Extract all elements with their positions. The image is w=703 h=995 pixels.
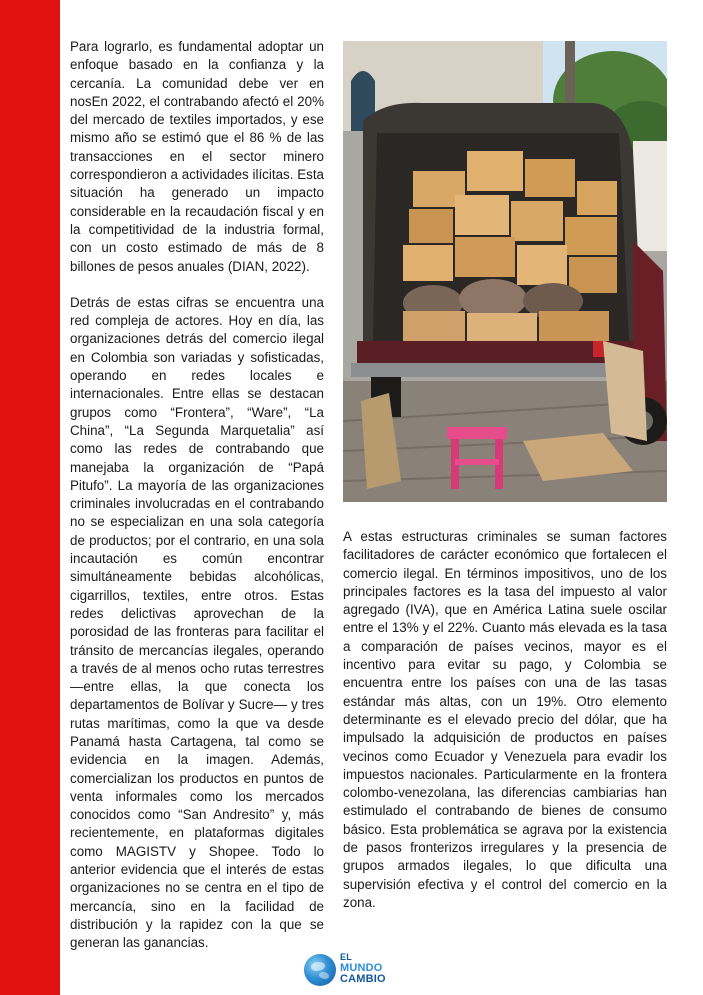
paragraph-2: Detrás de estas cifras se encuentra una red compleja de actores. Hoy en día, las organizaciones detrás del comercio ilegal en Colombia son variadas y sofisticadas, operando en redes locales e internacionales. Entre ellas se destacan grupos como “Frontera”, “Ware”, “La China”, “La Segunda Marquetalia” así como las redes de contrabando que manejaba la organización de “Papá Pitufo”. La mayoría de las organizaciones criminales involucradas en el contrabando no se especializan en una sola categoría de productos; por el contrario, en una sola incautación es común encontrar simultáneamente bebidas alcohólicas, cigarrillos, textiles, entre otros. Estas redes delictivas aprovechan de la porosidad de las fronteras para facilitar el tránsito de mercancías ilegales, operando a través de al menos ocho rutas terrestres —entre ellas, la que conecta los departamentos de Bolívar y Sucre— y tres rutas marítimas, como la que va desde Panamá hasta Cartagena, tal como se evidencia en la imagen. Además, comercializan los productos en puntos de venta informales como los mercados conocidos como “San Andresito” y, más recientemente, en plataformas digitales como MAGISTV y Shopee. Todo lo anterior evidencia que el interés de estas organizaciones no se centra en el tipo de mercancía, sino en la facilidad de distribución y la rapidez con la que se generan las ganancias. — [70, 294, 324, 951]
globe-icon — [304, 954, 336, 986]
truck-illustration — [343, 41, 667, 502]
logo-line-cambio: CAMBIO — [340, 973, 386, 985]
paragraph-1: Para lograrlo, es fundamental adoptar un enfoque basado en la confianza y la cercanía. La comunidad debe ver en nosEn 2022, el contrabando afectó el 20% del mercado de textiles importados, y ese mismo año se estimó que el 86 % de las transacciones en el sector minero correspondieron a actividades ilícitas. Esta situación ha generado un impacto considerable en la recaudación fiscal y en la competitividad de la industria formal, con un costo estimado de más de 8 billones de pesos anuales (DIAN, 2022). — [70, 39, 324, 274]
logo-wordmark — [340, 952, 414, 985]
truck-photo — [343, 41, 667, 502]
right-column — [343, 528, 667, 912]
el-mundo-cambio-logo — [304, 952, 414, 988]
paragraph-3: A estas estructuras criminales se suman factores facilitadores de carácter económico que fortalecen el comercio ilegal. En términos impositivos, uno de los principales factores es la tasa del impuesto al valor agregado (IVA), que en América Latina suele oscilar entre el 13% y el 22%. Cuanto más elevada es la tasa a comparación de países vecinos, mayor es el incentivo para evitar su pago, y Colombia se encuentra entre los países con una de las tasas estándar más altas, con un 19%. Otro elemento determinante es el elevado precio del dólar, que ha impulsado la adquisición de productos en países vecinos como Ecuador y Venezuela para evadir los impuestos nacionales. Particularmente en la frontera colombo-venezolana, las diferencias cambiarias han estimulado el contrabando de bienes de consumo básico. Esta problemática se agrava por la existencia de pasos fronterizos irregulares y la presencia de grupos armados ilegales, lo que dificulta una supervisión efectiva y el control del comercio en la zona. — [343, 529, 667, 910]
logo-line-mundo: MUNDO — [340, 962, 383, 974]
red-side-bar — [0, 0, 60, 995]
logo-line-el: EL — [340, 952, 352, 962]
left-column — [70, 38, 324, 953]
